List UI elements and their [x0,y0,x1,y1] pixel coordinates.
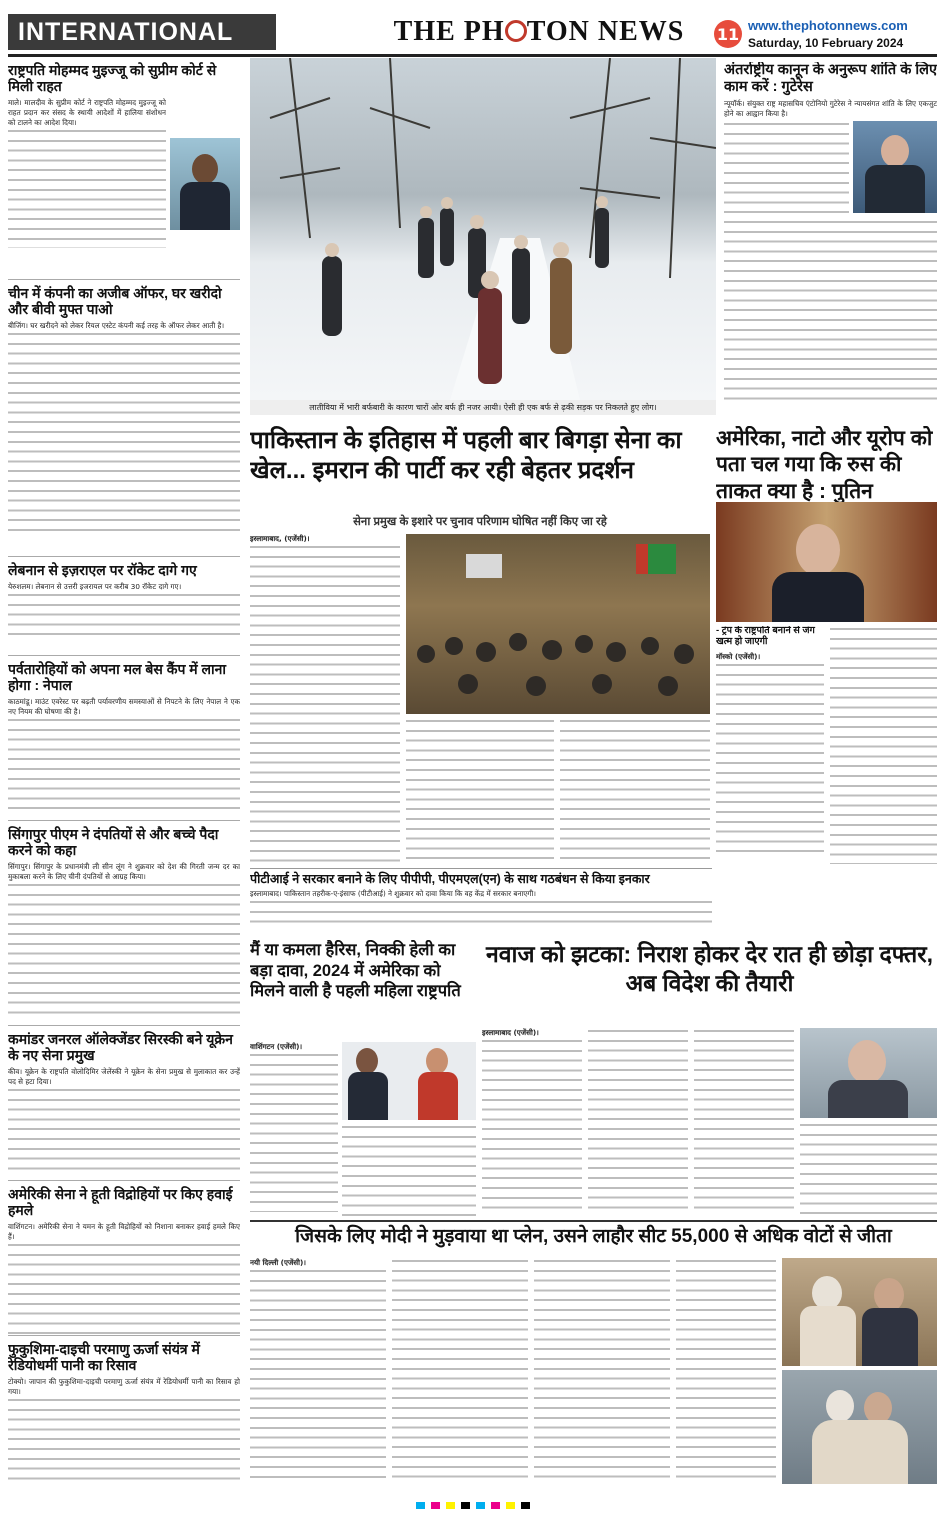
putin-col-2 [830,626,937,864]
body-text-block [724,121,849,217]
putin-headline-block [716,426,937,506]
body-text-block [560,718,710,864]
story-headline[interactable]: राष्ट्रपति मोहम्मद मुइज्जू को सुप्रीम कोर्ट से मिली राहत [8,62,217,95]
snow-scene-illustration [250,58,716,400]
body-text-block [392,1258,528,1484]
story-nepal [8,661,240,821]
body-text-block [588,1028,688,1216]
story-headline[interactable]: सिंगापुर पीएम ने दंपतियों से और बच्चे पैदा करने को कहा [8,826,219,859]
crowd-illustration [406,534,710,714]
story-headline[interactable]: फुकुशिमा-दाइची परमाणु ऊर्जा संयंत्र में रेडियोधर्मी पानी का रिसाव [8,1341,200,1374]
story-headline[interactable]: अमेरिकी सेना ने हूती विद्रोहियों पर किए हवाई हमले [8,1186,233,1219]
story-ukraine [8,1031,240,1181]
left-news-column [8,62,240,1486]
story-lebanon [8,562,240,656]
muizzu-photo [170,138,240,230]
newspaper-name [374,16,704,48]
nawaz-col-1 [482,1028,582,1216]
story-lead: न्यूयॉर्क। संयुक्त राष्ट्र महासचिव एंटोनियो गुटेरेस ने न्यायसंगत शांति के लिए एकजुट होने का आह्वान किया है। [724,99,937,119]
pakistan-subhead: सेना प्रमुख के इशारे पर चुनाव परिणाम घोषित नहीं किए जा रहे [353,516,607,528]
body-text-block [8,128,166,248]
putin-subhead: - ट्रंप के राष्ट्रपति बनाने से जंग खत्म हो जाएगी [716,626,815,647]
body-text-block [724,219,937,407]
body-text-block [482,1038,582,1214]
body-text-block [8,592,240,640]
story-headline[interactable]: पर्वतारोहियों को अपना मल बेस कैंप में लाना होगा : नेपाल [8,661,227,694]
pakistan-dateline: इस्लामाबाद, (एजेंसी)। [250,534,310,543]
putin-dateline: मॉस्को (एजेंसी)। [716,651,761,661]
body-text-block [8,882,240,1020]
modi-col-3 [534,1258,670,1484]
body-text-block [250,544,400,862]
modi-col-2 [392,1258,528,1484]
story-guterres [724,62,937,422]
story-lead: वाशिंगटन। अमेरिकी सेना ने यमन के हूती विद्रोहियों को निशाना बनाकर हवाई हमले किए हैं। [8,1222,240,1241]
nawaz-dateline: इस्लामाबाद (एजेंसी)। [482,1028,539,1037]
story-fukushima [8,1341,240,1486]
pakistan-col-2 [406,718,554,864]
story-lead: टोक्यो। जापान की फुकुशिमा-दाइची परमाणु ऊर्जा संयंत्र में रेडियोधर्मी पानी का रिसाव हो गया। [8,1377,240,1396]
kamala-headline-block [250,940,476,1038]
name-left: THE PH [393,16,505,47]
modi-col-4 [676,1258,776,1484]
print-color-bar [8,1500,937,1510]
modi-sharif-photo [782,1258,937,1366]
nawaz-headline-block [482,940,937,1024]
story-lead: सिंगापुर। सिंगापुर के प्रधानमंत्री ली सीन लूंग ने शुक्रवार को देश की गिरती जन्म दर का मुकाबला करने के लिए चीनी दंपतियों से आग्रह किया। [8,862,240,881]
body-text-block [342,1124,476,1216]
body-text-block [716,662,824,852]
nawaz-headline[interactable]: नवाज को झटका: निराश होकर देर रात ही छोड़ा दफ्तर, अब विदेश की तैयारी [485,941,934,996]
pakistan-col-3 [560,718,710,864]
putin-photo [716,502,937,622]
body-text-block [8,1242,240,1334]
body-text-block [250,899,712,927]
page-number: 11 [714,20,742,48]
story-lead: काठमांडू। माउंट एवरेस्ट पर बढ़ती पर्यावरणीय समस्याओं से निपटने के लिए नेपाल ने एक नए नियम की घोषणा की है। [8,697,240,716]
story-singapore [8,826,240,1026]
story-lead: इस्लामाबाद। पाकिस्तान तहरीक-ए-इंसाफ (पीटीआई) ने शुक्रवार को दावा किया कि वह केंद्र में सरकार बनाएगी। [250,889,536,899]
modi-headline[interactable]: जिसके लिए मोदी ने मुड़वाया था प्लेन, उसने लाहौर सीट 55,000 से अधिक वोटों से जीता [295,1226,892,1247]
kamala-dateline: वाशिंगटन (एजेंसी)। [250,1042,303,1051]
nawaz-col-2 [588,1028,688,1216]
snow-street-photo [250,58,716,400]
pakistan-rally-photo [406,534,710,714]
story-headline[interactable]: लेबनान से इज़राएल पर रॉकेट दागे गए [8,562,197,578]
story-us-houthi [8,1186,240,1336]
body-text-block [8,717,240,817]
modi-dateline: नयी दिल्ली (एजेंसी)। [250,1258,307,1267]
body-text-block [694,1028,794,1216]
story-muizzu [8,62,240,280]
pakistan-headline-block [250,426,710,516]
nawaz-col-3 [694,1028,794,1216]
story-pti [250,868,712,934]
kamala-col-1 [250,1042,338,1216]
issue-date: Saturday, 10 February 2024 [748,36,904,50]
body-text-block [406,718,554,864]
story-headline[interactable]: अंतर्राष्ट्रीय कानून के अनुरूप शांति के लिए काम करें : गुटेरेस [724,62,937,95]
story-headline[interactable]: कमांडर जनरल ऑलेक्जेंडर सिरस्की बने यूक्रेन के नए सेना प्रमुख [8,1031,233,1064]
body-text-block [534,1258,670,1484]
guterres-photo [853,121,937,213]
story-china-offer [8,285,240,557]
masthead-divider [8,54,937,57]
photon-logo-icon [505,20,527,42]
modi-headline-block [250,1220,937,1254]
story-lead: बीजिंग। घर खरीदने को लेकर रियल एस्टेट कंपनी कई तरह के ऑफर लेकर आती है। [8,321,225,331]
kamala-col-2 [342,1124,476,1216]
harris-haley-photo [342,1042,476,1120]
body-text-block [250,1052,338,1212]
pakistan-col-1 [250,534,400,864]
pakistan-headline[interactable]: पाकिस्तान के इतिहास में पहली बार बिगड़ा सेना का खेल... इमरान की पार्टी कर रही बेहतर प्रदर्शन [250,427,682,484]
body-text-block [8,1397,240,1485]
body-text-block [800,1122,937,1216]
story-headline[interactable]: चीन में कंपनी का अजीब ऑफर, घर खरीदो और बीवी मुफ्त पाओ [8,285,222,318]
photo-caption: लातीविया में भारी बर्फबारी के कारण चारों ओर बर्फ ही नजर आयी। ऐसी ही एक बर्फ से ढ़की सड़क पर निकलते हुए लोग। [250,400,716,415]
story-lead: येरुशलम। लेबनान से उत्तरी इजरायल पर करीब 30 रॉकेट दागे गए। [8,582,182,592]
name-right: TON NEWS [526,16,685,47]
body-text-block [830,626,937,864]
body-text-block [676,1258,776,1484]
nawaz-photo [800,1028,937,1118]
nawaz-col-4 [800,1122,937,1216]
newspaper-page [8,6,937,1510]
website-link[interactable]: www.thephotonnews.com [748,18,908,33]
putin-col-1 [716,626,824,864]
story-lead: कीव। यूक्रेन के राष्ट्रपति वोलोदिमिर जेलेंस्की ने यूक्रेन के सेना प्रमुख से मुलाकात कर उन्हें पद से हटा दिया। [8,1067,240,1086]
body-text-block [8,331,240,537]
section-label: INTERNATIONAL [8,14,276,50]
body-text-block [8,1087,240,1177]
kamala-headline[interactable]: मैं या कमला हैरिस, निक्की हेली का बड़ा दावा, 2024 में अमेरिका को मिलने वाली है पहली महिला राष्ट्रपति [250,941,461,1001]
body-text-block [250,1268,386,1480]
story-headline[interactable]: पीटीआई ने सरकार बनाने के लिए पीपीपी, पीएमएल(एन) के साथ गठबंधन से किया इनकार [250,872,650,886]
modi-col-1 [250,1258,386,1484]
putin-headline[interactable]: अमेरिका, नाटो और यूरोप को पता चल गया कि रुस की ताकत क्या है : पुतिन [716,427,933,503]
story-lead: माले। मालदीव के सुप्रीम कोर्ट ने राष्ट्रपति मोहम्मद मुइज्जू को राहत प्रदान कर संसद के स्थायी आदेशों में हालिया संशोधन को टालने का आदेश दिया। [8,98,166,127]
modi-hug-photo [782,1370,937,1484]
